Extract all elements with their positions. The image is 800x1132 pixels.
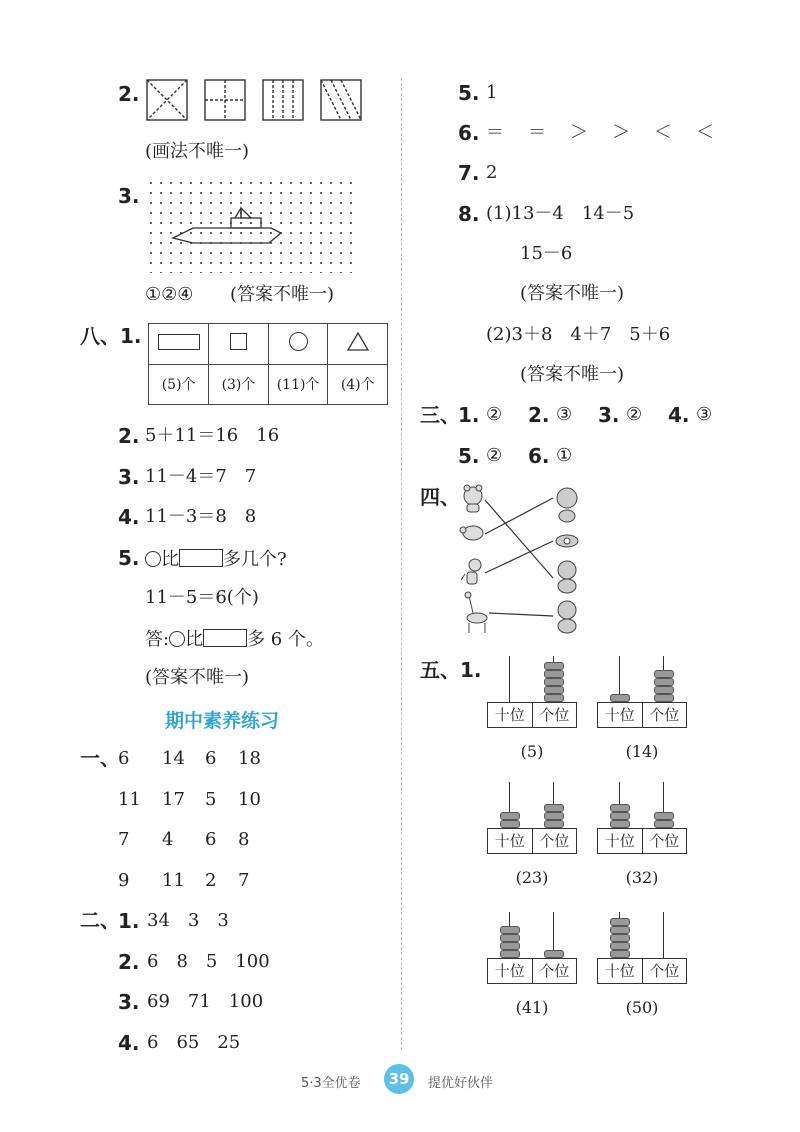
ones-bead [544,820,564,828]
tens-bead [610,950,630,958]
r8-note1: (答案不唯一) [520,283,625,304]
s8-q5-ans-a: 答: [145,629,170,650]
r8-label: 8. [458,202,480,226]
tens-bead [610,918,630,926]
animal-icon [558,601,576,633]
place-value-box [487,702,577,728]
animal-icon [556,535,578,547]
tens-bead [500,950,520,958]
s8-q5-ans-b: 比 [185,629,204,650]
r5-answer: 1 [486,82,498,103]
ones-label: 个位 [539,706,570,724]
s1-value: 11 [162,869,185,891]
column-divider [401,78,402,1050]
abacus-value: (23) [515,868,549,887]
tens-label: 十位 [598,703,643,727]
section-4-label: 四、 [420,485,460,509]
place-value-box [487,958,577,984]
s3-item-number: 1. [458,403,480,427]
tens-bead [500,926,520,934]
s2-item-answer: 34 3 3 [147,910,229,931]
s8-q5-ans-c: 多 6 个。 [247,629,324,650]
tens-label: 十位 [598,829,643,853]
section-1-label: 一、 [80,746,120,770]
circle-icon [268,324,328,365]
r6-answer: ＝ ＝ ＞ ＞ ＜ ＜ [486,122,717,143]
tens-bead [500,934,520,942]
section-2-label: 二、 [80,908,120,932]
s1-value: 6 [205,748,217,769]
animal-icon [460,526,483,540]
s3-item-number: 3. [598,403,620,427]
abacus [487,780,577,887]
s3-item-answer: ② [626,404,643,425]
s8-q5-question [145,549,287,569]
triangle-icon [328,324,388,365]
shape-count-table [148,323,388,405]
tens-label: 十位 [488,703,533,727]
ones-bead [544,662,564,670]
abacus-value: (5) [520,742,544,761]
ones-rod [663,912,664,958]
ones-bead [654,812,674,820]
q3-note: (答案不唯一) [230,284,335,305]
count-triangle: (4)个 [328,364,388,405]
s8-q3-label: 3. [118,465,140,489]
s1-value: 5 [205,788,217,810]
place-value-box [487,828,577,854]
footer-brand: 5·3全优卷 [301,1076,361,1091]
ones-bead [544,678,564,686]
animal-icon [464,485,482,512]
r8-part1: (1)13－4 14－5 [486,203,635,224]
s1-value: 6 [205,829,217,850]
s3-item-number: 2. [528,403,550,427]
s3-item-answer: ② [486,445,503,466]
ones-bead [544,950,564,958]
ones-label: 个位 [539,962,570,980]
s8-q5-answer [145,629,324,649]
ones-bead [654,694,674,702]
tens-label: 十位 [488,959,533,983]
count-square: (3)个 [209,364,268,405]
s8-q2-label: 2. [118,424,140,448]
abacus [597,654,687,761]
section-4-matching [455,478,595,640]
ones-label: 个位 [649,832,680,850]
s2-item-number: 1. [118,909,140,933]
r8-note2: (答案不唯一) [520,364,625,385]
ones-bead [654,678,674,686]
tens-bead [610,812,630,820]
s8-q4-answer: 11－3＝8 8 [145,506,257,527]
s3-item-answer: ① [556,445,573,466]
ones-bead [544,686,564,694]
ones-bead [654,820,674,828]
abacus [487,910,577,1017]
abacus-value: (50) [625,998,659,1017]
s8-q2-answer: 5＋11＝16 16 [145,425,280,446]
s1-value: 14 [162,748,185,769]
r7-label: 7. [458,161,480,185]
tens-bead [610,926,630,934]
place-value-box [597,958,687,984]
place-value-box [597,702,687,728]
tens-bead [610,942,630,950]
r7-answer: 2 [486,162,498,183]
abacus-value: (14) [625,742,659,761]
animal-icon [557,488,577,522]
s1-value: 7 [118,829,130,850]
r5-label: 5. [458,81,480,105]
r6-label: 6. [458,121,480,145]
count-circle: (11)个 [268,364,328,405]
circle-symbol [145,551,161,567]
abacus-value: (41) [515,998,549,1017]
abacus [487,654,577,761]
s2-item-answer: 69 71 100 [147,991,264,1012]
s2-item-answer: 6 65 25 [147,1031,241,1053]
tens-label: 十位 [598,959,643,983]
tens-bead [610,694,630,702]
tens-bead [610,934,630,942]
animal-icon [461,559,481,584]
ones-label: 个位 [649,706,680,724]
ones-label: 个位 [649,962,680,980]
s1-value: 6 [118,748,130,769]
s8-q5-label: 5. [118,546,140,570]
ones-bead [544,804,564,812]
q2-note: (画法不唯一) [145,141,250,162]
q2-label: 2. [118,82,140,106]
rectangle-icon [149,324,209,365]
section-3-label: 三、 [420,403,460,427]
tens-bead [610,804,630,812]
s3-item-answer: ③ [556,404,573,425]
footer-slogan: 提优好伙伴 [428,1076,494,1091]
s3-item-answer: ③ [696,404,713,425]
place-value-box [597,828,687,854]
animal-icon [558,561,576,593]
tens-bead [500,942,520,950]
s8-q5-text-b: 多几个? [223,549,287,570]
tens-label: 十位 [488,829,533,853]
s1-value: 4 [162,829,174,850]
s8-q3-answer: 11－4＝7 7 [145,466,257,487]
section-8-label: 八、1. [80,324,142,348]
q3-dot-grid [146,178,356,273]
section-5-label: 五、1. [420,658,482,682]
tens-bead [610,820,630,828]
ones-bead [654,670,674,678]
circle-symbol [169,631,185,647]
ones-bead [544,694,564,702]
s2-item-number: 4. [118,1030,140,1055]
s1-value: 9 [118,869,130,891]
abacus-value: (32) [625,868,659,887]
s1-value: 2 [205,869,217,891]
s8-q5-equation: 11－5＝6(个) [145,587,259,608]
ones-label: 个位 [539,832,570,850]
q2-dividing-squares [145,78,365,124]
abacus [597,780,687,887]
s3-item-number: 5. [458,444,480,468]
s3-item-answer: ② [486,404,503,425]
r8-part1b: 15－6 [520,243,573,264]
s2-item-answer: 6 8 5 100 [147,950,270,972]
q3-answer: ①②④ [145,284,194,305]
s8-q5-text-a: 比 [161,549,179,570]
abacus [597,910,687,1017]
ones-bead [544,670,564,678]
count-rectangle: (5)个 [149,364,209,405]
s1-value: 18 [238,748,261,769]
s1-value: 11 [118,788,141,810]
s1-value: 17 [162,788,185,810]
square-icon [209,324,268,365]
s3-item-number: 4. [668,403,690,427]
animal-icon [465,592,487,633]
page-number: 39 [384,1064,414,1094]
s8-q4-label: 4. [118,505,140,529]
rectangle-symbol [179,549,223,567]
tens-bead [500,812,520,820]
ones-bead [654,686,674,694]
s3-item-number: 6. [528,444,550,468]
s2-item-number: 2. [118,949,140,974]
s1-value: 10 [238,788,261,810]
tens-bead [500,820,520,828]
s1-value: 7 [238,869,250,891]
tens-rod [509,656,510,702]
q3-label: 3. [118,184,140,208]
r8-part2: (2)3＋8 4＋7 5＋6 [486,324,671,345]
s8-q5-note: (答案不唯一) [145,667,250,688]
rectangle-symbol [203,629,247,647]
section-title: 期中素养练习 [165,710,280,732]
s1-value: 8 [238,829,250,850]
ones-bead [544,812,564,820]
s2-item-number: 3. [118,990,140,1014]
